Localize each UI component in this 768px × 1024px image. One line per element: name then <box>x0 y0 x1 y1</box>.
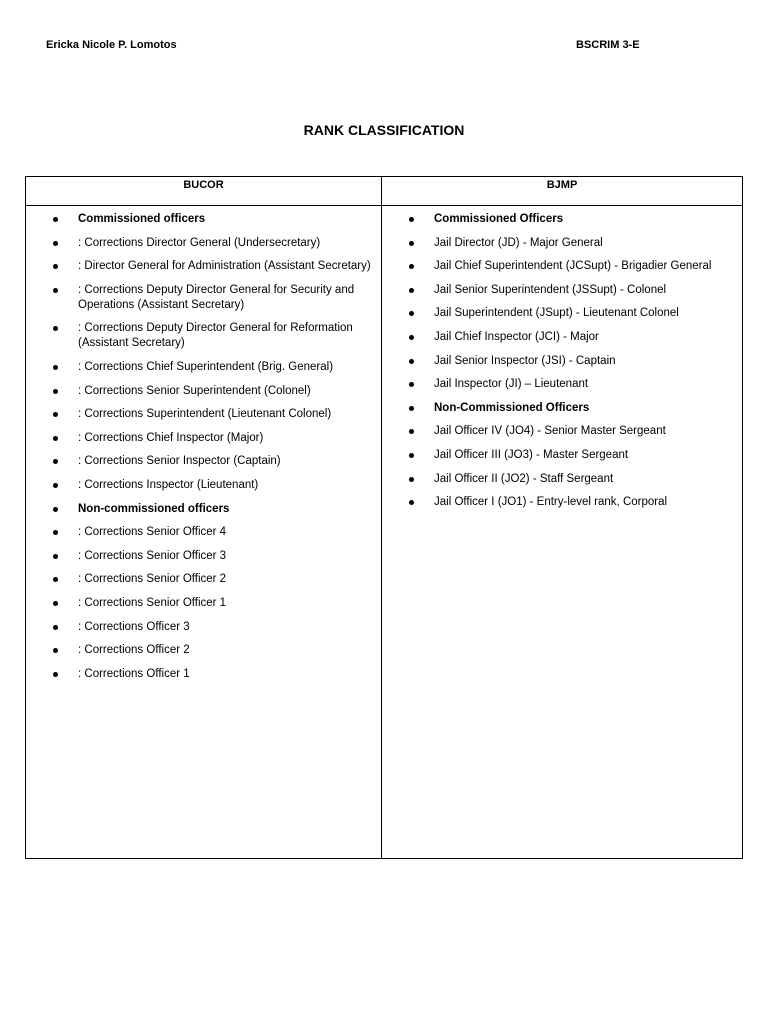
bullet-icon <box>53 389 58 394</box>
bucor-item-text: : Corrections Officer 2 <box>78 644 190 657</box>
bucor-list-item <box>26 478 381 493</box>
class-section: BSCRIM 3-E <box>576 39 640 51</box>
bjmp-item-text: Jail Senior Inspector (JSI) - Captain <box>434 354 616 367</box>
bucor-item-text: : Corrections Senior Officer 1 <box>78 596 227 609</box>
bjmp-item-text: Jail Officer III (JO3) - Master Sergeant <box>434 448 629 461</box>
bucor-list-item <box>26 321 381 351</box>
bjmp-list-item <box>382 283 742 298</box>
bullet-icon <box>53 459 58 464</box>
bjmp-list-item <box>382 424 742 439</box>
bucor-item-text: : Corrections Senior Officer 2 <box>78 573 227 586</box>
bullet-icon <box>53 530 58 535</box>
bucor-list-item <box>26 525 381 540</box>
bucor-list-item <box>26 596 381 611</box>
bjmp-list-item <box>382 330 742 345</box>
bjmp-list-item <box>382 236 742 251</box>
bjmp-item-text: Jail Officer II (JO2) - Staff Sergeant <box>434 472 614 485</box>
bullet-icon <box>409 264 414 269</box>
bucor-item-text: : Corrections Superintendent (Lieutenant Colonel) <box>78 408 332 421</box>
bucor-item-text: : Corrections Inspector (Lieutenant) <box>78 478 259 491</box>
bjmp-rank-list <box>382 206 742 519</box>
bucor-item-text: : Corrections Officer 3 <box>78 620 190 633</box>
bucor-list-item <box>26 643 381 658</box>
bucor-list-item <box>26 572 381 587</box>
bullet-icon <box>53 483 58 488</box>
page-title: RANK CLASSIFICATION <box>303 122 465 138</box>
bjmp-item-text: Jail Superintendent (JSupt) - Lieutenant Colonel <box>434 307 679 320</box>
bjmp-item-text: Jail Officer IV (JO4) - Senior Master Sergeant <box>434 425 666 438</box>
bucor-item-text: : Corrections Officer 1 <box>78 667 190 680</box>
bullet-icon <box>53 648 58 653</box>
bucor-list-item <box>26 620 381 635</box>
bucor-item-text: : Director General for Administration (Assistant Secretary) <box>78 260 371 273</box>
bullet-icon <box>53 412 58 417</box>
bucor-item-text: : Corrections Deputy Director General for Security and Operations (Assistant Secretary) <box>78 283 355 311</box>
bullet-icon <box>53 326 58 331</box>
bjmp-item-text: Jail Officer I (JO1) - Entry-level rank, Corporal <box>434 496 668 509</box>
bucor-list-item <box>26 502 381 517</box>
bjmp-item-text: Jail Chief Inspector (JCI) - Major <box>434 330 599 343</box>
bullet-icon <box>409 217 414 222</box>
bullet-icon <box>53 436 58 441</box>
bucor-list-item <box>26 283 381 313</box>
bjmp-item-text: Commissioned Officers <box>434 213 564 225</box>
bucor-list-item <box>26 407 381 422</box>
bucor-item-text: : Corrections Deputy Director General for Reformation (Assistant Secretary) <box>78 322 353 350</box>
bjmp-item-text: Jail Chief Superintendent (JCSupt) - Brigadier General <box>434 260 712 273</box>
bullet-icon <box>53 577 58 582</box>
bjmp-list-item <box>382 448 742 463</box>
bullet-icon <box>409 359 414 364</box>
bucor-list-item <box>26 667 381 682</box>
bullet-icon <box>409 382 414 387</box>
bucor-list-item <box>26 236 381 251</box>
bjmp-item-text: Non-Commissioned Officers <box>434 401 590 414</box>
bullet-icon <box>53 365 58 370</box>
bucor-item-text: Commissioned officers <box>78 213 206 225</box>
bullet-icon <box>409 335 414 340</box>
bjmp-list-item <box>382 495 742 510</box>
bullet-icon <box>53 554 58 559</box>
bucor-item-text: : Corrections Chief Inspector (Major) <box>78 431 264 444</box>
bullet-icon <box>409 500 414 505</box>
bjmp-item-text: Jail Senior Superintendent (JSSupt) - Colonel <box>434 283 667 296</box>
bucor-list-item <box>26 454 381 469</box>
bjmp-list-item <box>382 259 742 274</box>
bjmp-item-text: Jail Inspector (JI) – Lieutenant <box>434 378 589 391</box>
bucor-item-text: : Corrections Senior Officer 4 <box>78 526 227 539</box>
bucor-list-item <box>26 384 381 399</box>
bjmp-heading: BJMP <box>546 179 578 191</box>
bullet-icon <box>409 477 414 482</box>
bullet-icon <box>53 241 58 246</box>
bjmp-item-text: Jail Director (JD) - Major General <box>434 236 603 249</box>
bullet-icon <box>409 429 414 434</box>
bjmp-list-item <box>382 354 742 369</box>
bucor-list-item <box>26 431 381 446</box>
bucor-list-item <box>26 549 381 564</box>
rank-table <box>25 176 743 859</box>
bullet-icon <box>53 507 58 512</box>
bucor-item-text: : Corrections Director General (Undersecretary) <box>78 236 321 249</box>
bucor-rank-list <box>26 206 381 690</box>
bullet-icon <box>53 601 58 606</box>
bullet-icon <box>409 453 414 458</box>
bullet-icon <box>53 288 58 293</box>
bjmp-list-item <box>382 472 742 487</box>
bjmp-list-item <box>382 212 742 227</box>
author-name: Ericka Nicole P. Lomotos <box>46 39 177 51</box>
bullet-icon <box>53 264 58 269</box>
bjmp-list-item <box>382 401 742 416</box>
bucor-item-text: : Corrections Senior Superintendent (Colonel) <box>78 384 311 397</box>
bullet-icon <box>409 406 414 411</box>
bucor-item-text: : Corrections Chief Superintendent (Brig. General) <box>78 360 334 373</box>
bullet-icon <box>409 311 414 316</box>
bucor-list-item <box>26 360 381 375</box>
bjmp-list-item <box>382 377 742 392</box>
bucor-heading: BUCOR <box>183 179 224 191</box>
bullet-icon <box>53 625 58 630</box>
bucor-list-item <box>26 212 381 227</box>
bucor-item-text: Non-commissioned officers <box>78 502 230 515</box>
bjmp-list-item <box>382 306 742 321</box>
bullet-icon <box>53 672 58 677</box>
bullet-icon <box>409 288 414 293</box>
bucor-item-text: : Corrections Senior Officer 3 <box>78 549 227 562</box>
bullet-icon <box>409 241 414 246</box>
bucor-list-item <box>26 259 381 274</box>
bullet-icon <box>53 217 58 222</box>
bucor-item-text: : Corrections Senior Inspector (Captain) <box>78 455 281 468</box>
